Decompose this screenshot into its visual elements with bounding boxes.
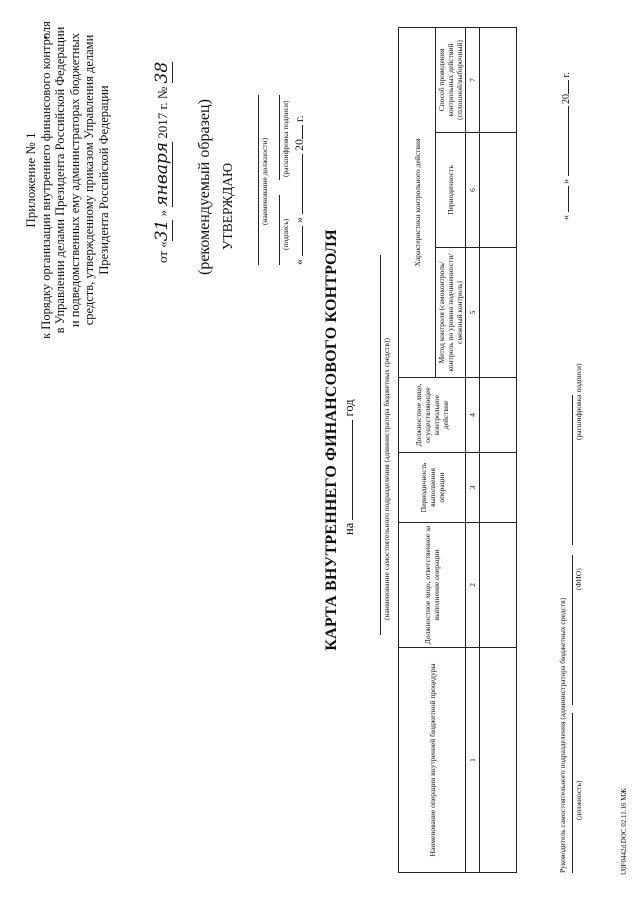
group-header-characteristics: Характеристики контрольного действия <box>399 27 436 377</box>
approval-date-row <box>292 115 307 265</box>
period-blank <box>352 420 353 520</box>
dept-line <box>380 255 381 635</box>
footer-fio-line <box>572 555 573 705</box>
footer-year-blank <box>568 80 569 94</box>
empty-cell <box>480 453 517 523</box>
appendix-line: к Порядку организации внутреннего финансового контроля <box>38 21 53 339</box>
order-date-line <box>152 62 172 263</box>
decoding-caption: (расшифровка подписи) <box>281 100 290 177</box>
year-prefix: 20 <box>292 139 306 151</box>
signature-caption: (подпись) <box>281 218 290 250</box>
empty-cell <box>480 133 517 248</box>
appendix-line: средств, утвержденному приказом Управления делами <box>82 34 96 326</box>
footer-year-prefix: 20 <box>561 94 572 104</box>
position-caption: (наименование должности) <box>260 137 269 225</box>
footer-position-line <box>572 713 573 873</box>
footer-decoding-line <box>572 395 573 545</box>
col-number: 4 <box>466 378 480 453</box>
month-blank <box>302 154 303 214</box>
col-number: 6 <box>466 133 480 248</box>
footer-date-close: » <box>561 179 572 184</box>
empty-cell <box>480 648 517 873</box>
date-mid: » <box>155 209 170 217</box>
day-blank <box>302 226 303 256</box>
signature-line <box>279 195 280 265</box>
appendix-block <box>24 15 111 345</box>
appendix-line: Президента Российской Федерации <box>96 85 111 275</box>
footer-date-open: « <box>561 215 572 220</box>
empty-cell <box>480 27 517 132</box>
period-prefix: на <box>342 522 356 535</box>
position-line <box>258 95 259 265</box>
col-header-mode: Способ проведения контрольных действий (сплошной/выборочный) <box>436 27 466 132</box>
col-number: 3 <box>466 453 480 523</box>
col-number: 2 <box>466 523 480 648</box>
document-title: КАРТА ВНУТРЕННЕГО ФИНАНСОВОГО КОНТРОЛЯ <box>323 229 340 651</box>
col-header-frequency: Периодичность <box>436 133 466 248</box>
handwritten-number: 38 <box>152 61 172 84</box>
empty-cell <box>480 523 517 648</box>
col-header-controller: Должностное лицо, осуществляющее контрольное действие <box>399 378 466 453</box>
footer-day-blank <box>568 187 569 213</box>
date-open: « <box>292 259 306 265</box>
footer-decoding-caption: (расшифровка подписи) <box>574 363 583 440</box>
dept-caption: (наименование самостоятельного подразделения (администратора бюджетных средств)) <box>382 338 391 620</box>
col-header-op-frequency: Периодичность выполнения операции <box>399 453 466 523</box>
approve-label: УТВЕРЖДАЮ <box>220 162 235 250</box>
period-suffix: год <box>342 399 356 417</box>
year-suffix: г. <box>292 115 306 122</box>
appendix-line: и подведомственных ему администраторах бюджетных <box>67 32 82 328</box>
col-number: 1 <box>466 648 480 873</box>
footer-fio-caption: (ФИО) <box>574 568 583 590</box>
handwritten-day: 31 <box>152 219 172 242</box>
sample-label: (рекомендуемый образец) <box>196 99 213 275</box>
control-map-table <box>398 27 517 873</box>
decoding-line <box>279 95 280 180</box>
col-number: 7 <box>466 27 480 132</box>
empty-cell <box>480 248 517 378</box>
footer-year-suffix: г. <box>561 72 572 78</box>
footer-position-caption: (должность) <box>574 780 583 820</box>
appendix-number: Приложение № 1 <box>23 132 38 228</box>
handwritten-month: января <box>152 141 172 207</box>
empty-cell <box>480 378 517 453</box>
date-prefix: от « <box>155 241 170 263</box>
date-close: » <box>292 217 306 223</box>
col-header-method: Метод контроля (самоконтроль/контроль по уровню подчиненности/ смежный контроль) <box>436 248 466 378</box>
date-year: 2017 г. № <box>155 86 170 139</box>
col-header-responsible: Должностное лицо, ответственное за выполнение операции <box>399 523 466 648</box>
appendix-line: в Управлении делами Президента Российской Федерации <box>53 26 67 334</box>
head-label: Руководитель самостоятельного подразделения (администратора бюджетных средств) <box>558 597 567 873</box>
document-code: U0F0442d.DOC 02.11.16 МЖ <box>620 788 628 875</box>
period-line <box>342 399 357 535</box>
col-header-operation: Наименование операции внутренней бюджетной процедуры <box>399 648 466 873</box>
footer-month-blank <box>568 107 569 177</box>
footer-date-row <box>561 72 572 220</box>
year-blank <box>302 125 303 139</box>
col-number: 5 <box>466 248 480 378</box>
